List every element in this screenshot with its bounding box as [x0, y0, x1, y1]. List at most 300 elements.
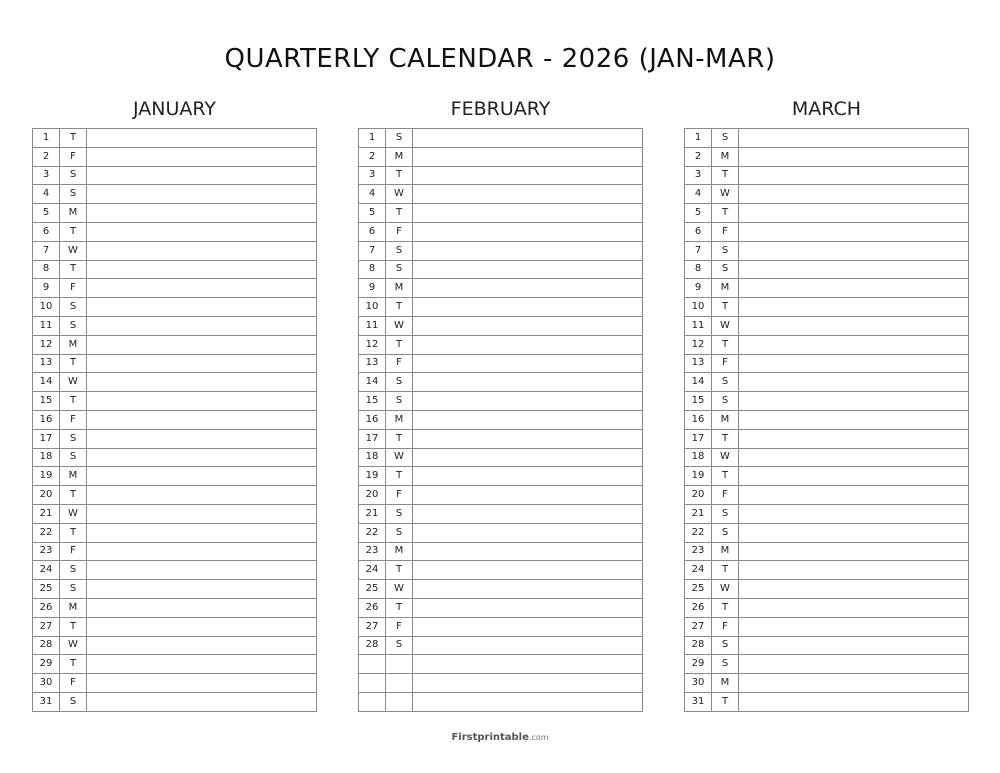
note-cell[interactable] — [739, 598, 969, 617]
note-cell[interactable] — [413, 147, 643, 166]
day-number: 24 — [359, 561, 386, 580]
weekday-letter: T — [386, 429, 413, 448]
note-cell[interactable] — [87, 674, 317, 693]
month-table — [32, 128, 317, 712]
note-cell[interactable] — [87, 185, 317, 204]
note-cell[interactable] — [739, 429, 969, 448]
table-row — [33, 674, 317, 693]
table-row — [685, 316, 969, 335]
weekday-letter: M — [60, 335, 87, 354]
note-cell[interactable] — [413, 580, 643, 599]
weekday-letter: F — [386, 486, 413, 505]
weekday-letter: S — [60, 298, 87, 317]
note-cell[interactable] — [413, 429, 643, 448]
note-cell[interactable] — [413, 241, 643, 260]
weekday-letter: W — [386, 316, 413, 335]
table-row — [359, 129, 643, 148]
table-row — [359, 185, 643, 204]
note-cell[interactable] — [87, 129, 317, 148]
day-number: 4 — [359, 185, 386, 204]
day-number: 21 — [33, 504, 60, 523]
weekday-letter: T — [60, 222, 87, 241]
note-cell[interactable] — [87, 523, 317, 542]
weekday-letter: T — [60, 486, 87, 505]
table-row — [33, 429, 317, 448]
weekday-letter: S — [60, 185, 87, 204]
note-cell[interactable] — [413, 542, 643, 561]
table-row — [685, 185, 969, 204]
table-row — [685, 222, 969, 241]
day-number: 4 — [33, 185, 60, 204]
weekday-letter: T — [386, 561, 413, 580]
note-cell[interactable] — [739, 335, 969, 354]
table-row — [359, 241, 643, 260]
weekday-letter: S — [712, 241, 739, 260]
note-cell[interactable] — [739, 354, 969, 373]
note-cell[interactable] — [87, 316, 317, 335]
table-row — [359, 467, 643, 486]
note-cell[interactable] — [413, 354, 643, 373]
table-row — [33, 504, 317, 523]
table-row — [33, 692, 317, 711]
table-row — [33, 617, 317, 636]
weekday-letter: T — [712, 298, 739, 317]
weekday-letter: F — [60, 279, 87, 298]
note-cell[interactable] — [87, 617, 317, 636]
table-row — [359, 166, 643, 185]
day-number: 6 — [359, 222, 386, 241]
weekday-letter: M — [386, 410, 413, 429]
weekday-letter: S — [712, 655, 739, 674]
day-number: 29 — [33, 655, 60, 674]
note-cell[interactable] — [413, 486, 643, 505]
note-cell[interactable] — [87, 260, 317, 279]
table-row — [685, 674, 969, 693]
note-cell[interactable] — [413, 692, 643, 711]
note-cell[interactable] — [87, 241, 317, 260]
table-row — [359, 674, 643, 693]
note-cell[interactable] — [413, 617, 643, 636]
table-row — [33, 523, 317, 542]
day-number: 22 — [685, 523, 712, 542]
table-row — [685, 523, 969, 542]
note-cell[interactable] — [413, 504, 643, 523]
note-cell[interactable] — [413, 523, 643, 542]
note-cell[interactable] — [739, 561, 969, 580]
note-cell[interactable] — [739, 279, 969, 298]
note-cell[interactable] — [739, 392, 969, 411]
day-number: 10 — [33, 298, 60, 317]
day-number: 24 — [33, 561, 60, 580]
weekday-letter: T — [386, 467, 413, 486]
table-row — [685, 373, 969, 392]
table-row — [359, 486, 643, 505]
day-number: 7 — [685, 241, 712, 260]
day-number: 28 — [359, 636, 386, 655]
note-cell[interactable] — [87, 147, 317, 166]
day-number: 3 — [685, 166, 712, 185]
weekday-letter: T — [60, 129, 87, 148]
table-row — [685, 241, 969, 260]
weekday-letter: S — [386, 392, 413, 411]
day-number: 18 — [33, 448, 60, 467]
note-cell[interactable] — [87, 561, 317, 580]
weekday-letter — [386, 692, 413, 711]
table-row — [685, 279, 969, 298]
table-row — [685, 335, 969, 354]
table-row — [359, 692, 643, 711]
table-row — [685, 260, 969, 279]
day-number: 2 — [685, 147, 712, 166]
note-cell[interactable] — [413, 561, 643, 580]
day-number: 5 — [685, 204, 712, 223]
weekday-letter: T — [60, 655, 87, 674]
note-cell[interactable] — [413, 467, 643, 486]
weekday-letter: M — [712, 279, 739, 298]
day-number: 7 — [33, 241, 60, 260]
day-number: 16 — [685, 410, 712, 429]
weekday-letter: M — [712, 410, 739, 429]
day-number: 2 — [33, 147, 60, 166]
note-cell[interactable] — [739, 410, 969, 429]
note-cell[interactable] — [87, 486, 317, 505]
weekday-letter: T — [386, 166, 413, 185]
note-cell[interactable] — [739, 486, 969, 505]
note-cell[interactable] — [739, 617, 969, 636]
table-row — [685, 542, 969, 561]
note-cell[interactable] — [739, 241, 969, 260]
day-number: 6 — [685, 222, 712, 241]
note-cell[interactable] — [739, 674, 969, 693]
day-number: 15 — [33, 392, 60, 411]
day-number: 1 — [685, 129, 712, 148]
note-cell[interactable] — [87, 467, 317, 486]
day-number: 10 — [685, 298, 712, 317]
day-number: 15 — [359, 392, 386, 411]
table-row — [685, 392, 969, 411]
table-row — [685, 147, 969, 166]
note-cell[interactable] — [739, 523, 969, 542]
day-number: 31 — [33, 692, 60, 711]
note-cell[interactable] — [739, 204, 969, 223]
day-number: 23 — [359, 542, 386, 561]
day-number: 9 — [685, 279, 712, 298]
day-number: 17 — [685, 429, 712, 448]
table-row — [685, 486, 969, 505]
table-row — [685, 166, 969, 185]
day-number: 8 — [33, 260, 60, 279]
weekday-letter: T — [712, 598, 739, 617]
note-cell[interactable] — [739, 692, 969, 711]
table-row — [33, 185, 317, 204]
note-cell[interactable] — [87, 692, 317, 711]
table-row — [685, 561, 969, 580]
note-cell[interactable] — [739, 260, 969, 279]
note-cell[interactable] — [739, 448, 969, 467]
weekday-letter: T — [712, 429, 739, 448]
note-cell[interactable] — [739, 185, 969, 204]
weekday-letter: S — [386, 241, 413, 260]
note-cell[interactable] — [739, 504, 969, 523]
weekday-letter: S — [712, 523, 739, 542]
note-cell[interactable] — [87, 298, 317, 317]
day-number: 21 — [359, 504, 386, 523]
note-cell[interactable] — [739, 467, 969, 486]
weekday-letter: M — [60, 467, 87, 486]
table-row — [359, 636, 643, 655]
day-number: 9 — [359, 279, 386, 298]
note-cell[interactable] — [413, 655, 643, 674]
note-cell[interactable] — [87, 448, 317, 467]
note-cell[interactable] — [413, 222, 643, 241]
weekday-letter: T — [712, 166, 739, 185]
weekday-letter: M — [60, 598, 87, 617]
table-row — [359, 617, 643, 636]
note-cell[interactable] — [413, 674, 643, 693]
note-cell[interactable] — [413, 204, 643, 223]
note-cell[interactable] — [413, 129, 643, 148]
weekday-letter: W — [386, 185, 413, 204]
note-cell[interactable] — [87, 598, 317, 617]
note-cell[interactable] — [413, 598, 643, 617]
table-row — [33, 298, 317, 317]
note-cell[interactable] — [413, 373, 643, 392]
day-number: 14 — [685, 373, 712, 392]
table-row — [33, 655, 317, 674]
note-cell[interactable] — [87, 410, 317, 429]
day-number: 19 — [359, 467, 386, 486]
table-row — [685, 204, 969, 223]
month-name: FEBRUARY — [450, 98, 551, 120]
weekday-letter: F — [60, 147, 87, 166]
day-number: 27 — [685, 617, 712, 636]
table-row — [359, 429, 643, 448]
note-cell[interactable] — [87, 222, 317, 241]
weekday-letter — [386, 655, 413, 674]
day-number: 16 — [359, 410, 386, 429]
note-cell[interactable] — [739, 222, 969, 241]
note-cell[interactable] — [87, 335, 317, 354]
table-row — [33, 279, 317, 298]
table-row — [33, 467, 317, 486]
day-number: 18 — [359, 448, 386, 467]
note-cell[interactable] — [413, 166, 643, 185]
day-number: 22 — [33, 523, 60, 542]
note-cell[interactable] — [413, 410, 643, 429]
day-number: 12 — [33, 335, 60, 354]
day-number: 3 — [33, 166, 60, 185]
table-row — [359, 316, 643, 335]
weekday-letter: F — [712, 222, 739, 241]
table-row — [359, 448, 643, 467]
day-number: 2 — [359, 147, 386, 166]
table-row — [33, 147, 317, 166]
weekday-letter: W — [712, 185, 739, 204]
table-row — [33, 166, 317, 185]
note-cell[interactable] — [87, 354, 317, 373]
table-row — [359, 655, 643, 674]
table-row — [33, 561, 317, 580]
weekday-letter: W — [712, 580, 739, 599]
month-name: MARCH — [791, 98, 862, 120]
weekday-letter: T — [386, 204, 413, 223]
note-cell[interactable] — [739, 655, 969, 674]
note-cell[interactable] — [739, 542, 969, 561]
day-number: 11 — [359, 316, 386, 335]
table-row — [359, 561, 643, 580]
day-number: 11 — [685, 316, 712, 335]
table-row — [33, 354, 317, 373]
weekday-letter: S — [60, 316, 87, 335]
weekday-letter: F — [386, 222, 413, 241]
day-number: 7 — [359, 241, 386, 260]
weekday-letter: T — [60, 617, 87, 636]
table-row — [33, 410, 317, 429]
table-row — [359, 260, 643, 279]
note-cell[interactable] — [87, 429, 317, 448]
weekday-letter: S — [386, 523, 413, 542]
month-name: JANUARY — [133, 98, 216, 120]
weekday-letter: T — [712, 467, 739, 486]
note-cell[interactable] — [87, 542, 317, 561]
weekday-letter: W — [60, 504, 87, 523]
day-number — [359, 674, 386, 693]
weekday-letter: T — [712, 204, 739, 223]
note-cell[interactable] — [413, 335, 643, 354]
month-january — [32, 96, 317, 712]
weekday-letter: F — [60, 410, 87, 429]
day-number: 17 — [33, 429, 60, 448]
note-cell[interactable] — [413, 448, 643, 467]
day-number: 26 — [685, 598, 712, 617]
day-number: 13 — [359, 354, 386, 373]
day-number: 9 — [33, 279, 60, 298]
table-row — [33, 241, 317, 260]
table-row — [685, 298, 969, 317]
brand-name: Firstprintable — [451, 732, 529, 743]
weekday-letter: S — [712, 129, 739, 148]
table-row — [359, 354, 643, 373]
note-cell[interactable] — [87, 279, 317, 298]
day-number: 15 — [685, 392, 712, 411]
note-cell[interactable] — [739, 129, 969, 148]
note-cell[interactable] — [87, 636, 317, 655]
note-cell[interactable] — [739, 298, 969, 317]
table-row — [685, 354, 969, 373]
weekday-letter: M — [386, 542, 413, 561]
table-row — [685, 580, 969, 599]
weekday-letter: S — [712, 260, 739, 279]
note-cell[interactable] — [413, 279, 643, 298]
table-row — [359, 504, 643, 523]
note-cell[interactable] — [739, 147, 969, 166]
page-title: QUARTERLY CALENDAR - 2026 (JAN-MAR) — [224, 44, 776, 74]
table-row — [33, 542, 317, 561]
day-number — [359, 692, 386, 711]
day-number: 8 — [685, 260, 712, 279]
note-cell[interactable] — [87, 373, 317, 392]
table-row — [359, 222, 643, 241]
day-number: 18 — [685, 448, 712, 467]
note-cell[interactable] — [413, 392, 643, 411]
table-row — [359, 298, 643, 317]
weekday-letter: S — [386, 373, 413, 392]
note-cell[interactable] — [413, 316, 643, 335]
day-number: 21 — [685, 504, 712, 523]
note-cell[interactable] — [87, 392, 317, 411]
weekday-letter: T — [712, 692, 739, 711]
note-cell[interactable] — [87, 504, 317, 523]
day-number: 26 — [33, 598, 60, 617]
note-cell[interactable] — [739, 166, 969, 185]
table-row — [685, 129, 969, 148]
weekday-letter: T — [386, 298, 413, 317]
note-cell[interactable] — [413, 185, 643, 204]
day-number: 28 — [33, 636, 60, 655]
day-number: 13 — [685, 354, 712, 373]
table-row — [685, 467, 969, 486]
note-cell[interactable] — [739, 580, 969, 599]
note-cell[interactable] — [87, 655, 317, 674]
day-number: 25 — [685, 580, 712, 599]
table-row — [685, 598, 969, 617]
table-row — [359, 410, 643, 429]
note-cell[interactable] — [739, 636, 969, 655]
weekday-letter: T — [60, 392, 87, 411]
table-row — [359, 373, 643, 392]
note-cell[interactable] — [87, 166, 317, 185]
brand-tld: .com — [528, 733, 549, 742]
table-row — [33, 580, 317, 599]
weekday-letter: S — [386, 636, 413, 655]
note-cell[interactable] — [87, 204, 317, 223]
day-number: 30 — [685, 674, 712, 693]
weekday-letter: W — [60, 373, 87, 392]
note-cell[interactable] — [413, 636, 643, 655]
note-cell[interactable] — [413, 298, 643, 317]
note-cell[interactable] — [739, 316, 969, 335]
table-row — [685, 429, 969, 448]
weekday-letter: W — [386, 580, 413, 599]
weekday-letter: F — [712, 617, 739, 636]
table-row — [685, 636, 969, 655]
weekday-letter: S — [60, 580, 87, 599]
table-row — [359, 279, 643, 298]
table-row — [359, 204, 643, 223]
day-number: 30 — [33, 674, 60, 693]
table-row — [685, 692, 969, 711]
weekday-letter: W — [712, 448, 739, 467]
day-number: 5 — [359, 204, 386, 223]
table-row — [33, 636, 317, 655]
table-row — [33, 486, 317, 505]
day-number: 12 — [685, 335, 712, 354]
weekday-letter: S — [712, 373, 739, 392]
note-cell[interactable] — [739, 373, 969, 392]
weekday-letter: T — [386, 335, 413, 354]
table-row — [33, 373, 317, 392]
note-cell[interactable] — [413, 260, 643, 279]
note-cell[interactable] — [87, 580, 317, 599]
table-row — [33, 222, 317, 241]
weekday-letter: W — [60, 636, 87, 655]
weekday-letter: T — [60, 523, 87, 542]
day-number: 17 — [359, 429, 386, 448]
table-row — [359, 542, 643, 561]
weekday-letter: S — [386, 129, 413, 148]
day-number: 1 — [359, 129, 386, 148]
weekday-letter: T — [712, 335, 739, 354]
